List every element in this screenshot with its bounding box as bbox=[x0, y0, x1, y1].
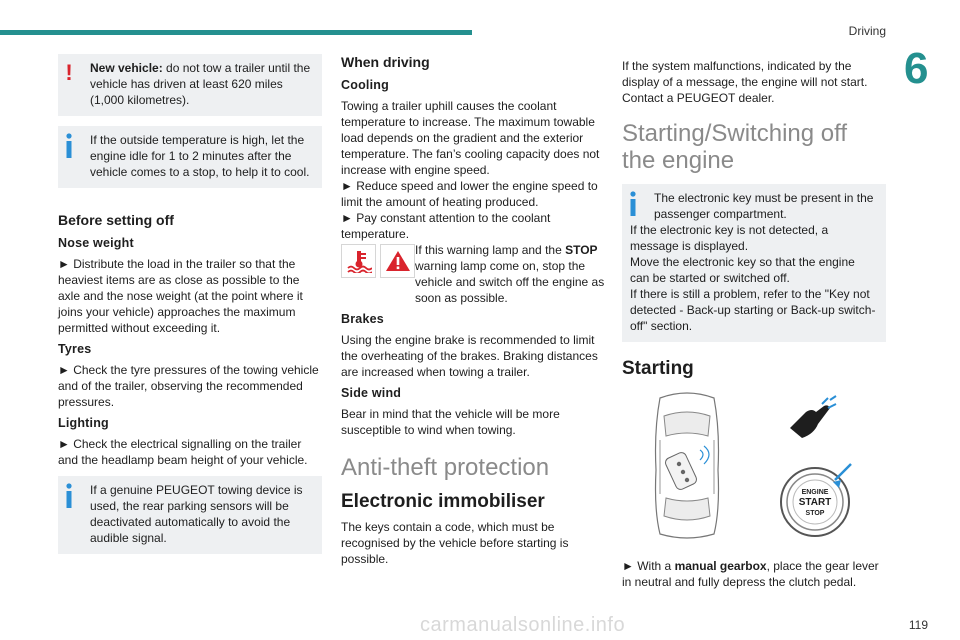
immobiliser-text: The keys contain a code, which must be recognised by the vehicle before starting is possible. bbox=[341, 520, 569, 566]
warning-lamp-paragraph bbox=[341, 242, 605, 306]
page-number: 119 bbox=[908, 618, 928, 632]
watermark: carmanualsonline.info bbox=[420, 614, 626, 636]
info-line: If there is still a problem, refer to the "Key not detected - Back-up starting or Back-up switch-off" section. bbox=[630, 287, 876, 333]
cooling-step-attention: ► Pay constant attention to the coolant temperature. bbox=[341, 211, 551, 241]
gearbox-instruction: ► With a manual gearbox, place the gear lever in neutral and fully depress the clutch pedal. bbox=[622, 559, 879, 589]
info-line: Move the electronic key so that the engine can be started or switched off. bbox=[630, 255, 855, 285]
starting-illustration bbox=[622, 390, 886, 550]
column-right bbox=[622, 54, 886, 596]
info-icon bbox=[64, 133, 74, 159]
column-left bbox=[58, 54, 322, 564]
nose-weight-title: Nose weight bbox=[58, 236, 134, 250]
nose-weight-text: ► Distribute the load in the trailer so that the heaviest items are as close as possible to the axle and the nose weight (at the point where it joins your vehicle) approaches the maximum permitted without exceeding it. bbox=[58, 257, 303, 335]
warning-box-new-vehicle bbox=[58, 54, 322, 116]
button-label-stop: STOP bbox=[805, 510, 825, 517]
start-stop-title: Starting/Switching off the engine bbox=[622, 120, 848, 174]
info-icon bbox=[64, 483, 74, 509]
column-middle bbox=[341, 54, 605, 573]
info-text: If the outside temperature is high, let the engine idle for 1 to 2 minutes after the vehicle comes to a stop, to help it to cool. bbox=[90, 133, 310, 179]
cooling-text: Towing a trailer uphill causes the coolant temperature to increase. The maximum towable load depends on the gradient and the exterior temperature. The fan’s cooling capacity does not increase with engine speed. bbox=[341, 99, 600, 177]
tyres-text: ► Check the tyre pressures of the towing vehicle and of the trailer, observing the recommended pressures. bbox=[58, 363, 319, 409]
info-text: If a genuine PEUGEOT towing device is used, the rear parking sensors will be deactivated automatically to avoid the audible signal. bbox=[90, 483, 303, 545]
info-line: If the electronic key is not detected, a message is displayed. bbox=[630, 223, 829, 253]
cooling-title: Cooling bbox=[341, 78, 389, 92]
tyres-title: Tyres bbox=[58, 342, 92, 356]
info-line: The electronic key must be present in the passenger compartment. bbox=[654, 191, 874, 221]
when-driving-title: When driving bbox=[341, 54, 430, 70]
hand-pressing-icon bbox=[784, 394, 844, 444]
info-box-electronic-key bbox=[622, 184, 886, 342]
anti-theft-title: Anti-theft protection bbox=[341, 454, 550, 481]
warning-text: New vehicle: do not tow a trailer until the vehicle has driven at least 620 miles (1,000 kilometres). bbox=[90, 61, 311, 107]
section-title: Driving bbox=[848, 24, 886, 38]
warning-lamp-text: If this warning lamp and the STOP warning lamp come on, stop the vehicle and switch off the engine as soon as possible. bbox=[415, 243, 605, 305]
brakes-text: Using the engine brake is recommended to limit the overheating of the brakes. Braking distances are increased when towing a trailer. bbox=[341, 333, 598, 379]
immobiliser-title: Electronic immobiliser bbox=[341, 491, 545, 512]
stop-warning-icon bbox=[380, 244, 415, 278]
info-box-towing-device bbox=[58, 476, 322, 554]
starting-title: Starting bbox=[622, 358, 694, 379]
button-label-engine: ENGINE bbox=[801, 489, 829, 496]
info-icon bbox=[628, 191, 638, 217]
brakes-title: Brakes bbox=[341, 312, 384, 326]
lighting-text: ► Check the electrical signalling on the trailer and the headlamp beam height of your vehicle. bbox=[58, 437, 308, 467]
lighting-title: Lighting bbox=[58, 416, 109, 430]
cooling-step-reduce: ► Reduce speed and lower the engine speed to limit the amount of heating produced. bbox=[341, 179, 598, 209]
before-setting-off-title: Before setting off bbox=[58, 212, 174, 228]
side-wind-title: Side wind bbox=[341, 386, 402, 400]
chapter-number: 6 bbox=[904, 44, 929, 93]
side-wind-text: Bear in mind that the vehicle will be more susceptible to wind when towing. bbox=[341, 407, 560, 437]
button-label-start: START bbox=[798, 497, 832, 508]
car-with-key-illustration bbox=[650, 390, 724, 540]
info-box-temperature bbox=[58, 126, 322, 188]
warning-exclamation-icon: ! bbox=[65, 60, 73, 85]
malfunction-text: If the system malfunctions, indicated by the display of a message, the engine will not start. Contact a PEUGEOT dealer. bbox=[622, 59, 868, 105]
coolant-temperature-icon bbox=[341, 244, 376, 278]
header-accent-bar bbox=[0, 30, 472, 35]
